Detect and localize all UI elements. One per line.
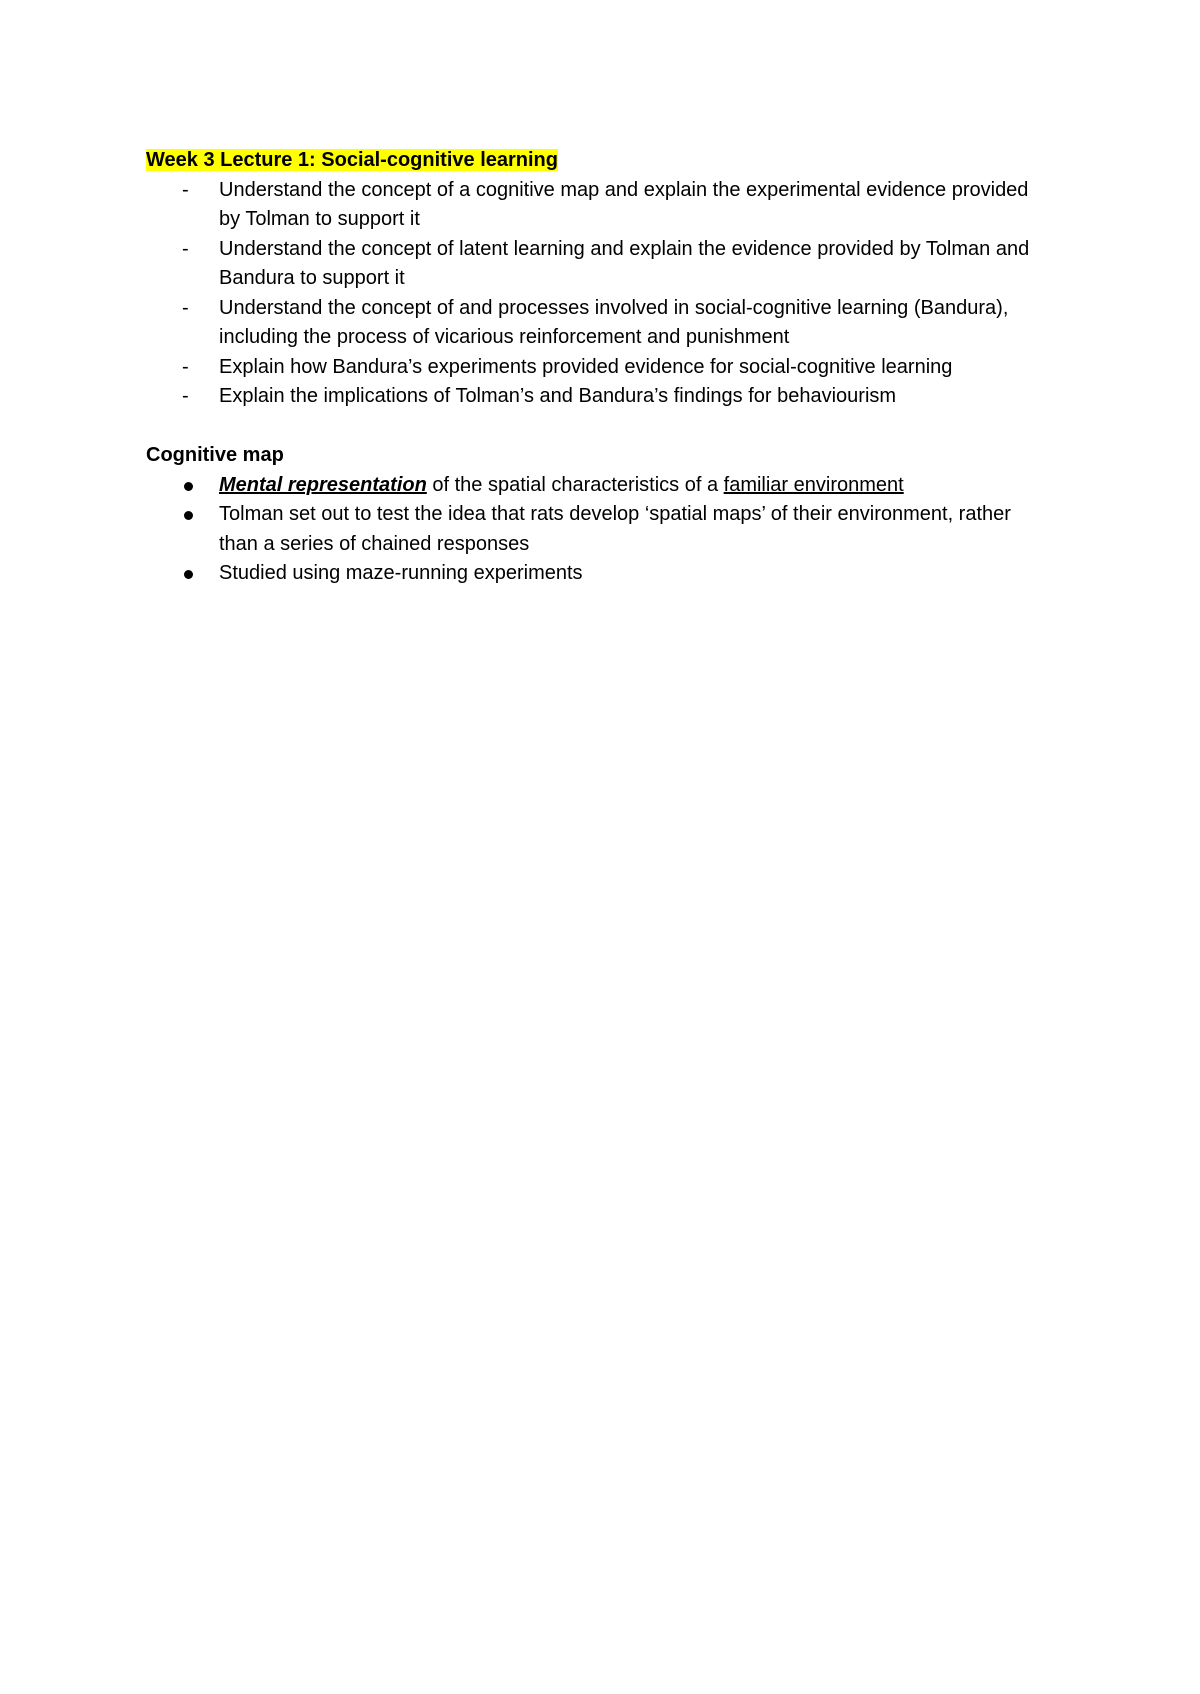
objective-item — [146, 176, 1046, 235]
emphasis-text: Mental representation — [219, 473, 427, 496]
plain-text: Understand the concept of — [219, 237, 460, 260]
bullet-item — [146, 559, 1046, 589]
plain-text: to support it — [309, 208, 420, 230]
cognitive-map-list — [146, 471, 1046, 589]
cognitive-map-heading: Cognitive map — [146, 444, 284, 466]
emphasis-text: familiar environment — [723, 473, 904, 496]
emphasis-text: vicarious reinforcement and punishment — [434, 326, 790, 348]
objective-text — [219, 385, 896, 407]
plain-text: Understand the concept of and processes involved in — [219, 296, 695, 319]
bullet-text — [219, 562, 583, 584]
emphasis-text: Tolman — [245, 208, 310, 230]
objective-item — [146, 382, 1046, 412]
emphasis-text: Tolman and Bandura — [219, 237, 1030, 289]
section-spacer — [146, 412, 1046, 442]
plain-text: Studied using maze-running experiments — [219, 562, 583, 584]
bullet-dot-icon — [184, 482, 193, 491]
emphasis-text: Tolman — [219, 503, 284, 525]
document-content — [146, 146, 1046, 589]
objective-text — [219, 297, 1008, 349]
objective-item — [146, 294, 1046, 353]
objective-item — [146, 353, 1046, 383]
dash-marker: - — [182, 385, 189, 407]
emphasis-text: social-cognitive learning (Bandura) — [694, 296, 1003, 319]
lecture-heading — [146, 146, 1046, 176]
plain-text: experiments provided evidence for — [422, 355, 739, 378]
plain-text: Explain — [219, 355, 291, 378]
plain-text: Explain the implications of — [219, 385, 456, 407]
plain-text: , including the process of — [219, 296, 1009, 348]
dash-marker: - — [182, 178, 189, 201]
objective-text — [219, 238, 1029, 290]
dash-marker: - — [182, 355, 189, 378]
bullet-text — [219, 503, 1011, 555]
dash-marker: - — [182, 296, 189, 319]
plain-text: and explain the evidence provided by — [584, 237, 926, 260]
objective-text — [219, 179, 1028, 231]
plain-text: and — [599, 178, 644, 201]
emphasis-text: social-cognitive learning — [738, 355, 953, 378]
plain-text: set out to test the idea that — [283, 503, 531, 525]
plain-text: of the spatial characteristics of a — [426, 473, 724, 496]
bullet-item — [146, 471, 1046, 501]
lecture-heading-text: Week 3 Lecture 1: Social-cognitive learning — [146, 149, 558, 171]
plain-text: Understand the concept of a — [219, 178, 476, 201]
learning-objectives-list — [146, 176, 1046, 412]
emphasis-text: explain the experimental evidence — [643, 178, 947, 201]
objective-item — [146, 235, 1046, 294]
bullet-dot-icon — [184, 570, 193, 579]
bullet-dot-icon — [184, 511, 193, 520]
plain-text: provided by — [219, 178, 1029, 230]
bullet-text — [219, 474, 904, 496]
plain-text: to support it — [294, 267, 405, 289]
plain-text: , rather than a series of chained responses — [219, 503, 1011, 555]
bullet-item — [146, 500, 1046, 559]
objective-text — [219, 356, 952, 378]
emphasis-text: how Bandura’s — [290, 355, 423, 378]
dash-marker: - — [182, 237, 189, 260]
emphasis-text: Tolman’s and Bandura’s findings for behaviourism — [455, 385, 897, 407]
emphasis-text: cognitive map — [475, 178, 600, 201]
emphasis-text: latent learning — [459, 237, 585, 260]
emphasis-text: rats develop ‘spatial maps’ of their environment — [530, 503, 948, 525]
